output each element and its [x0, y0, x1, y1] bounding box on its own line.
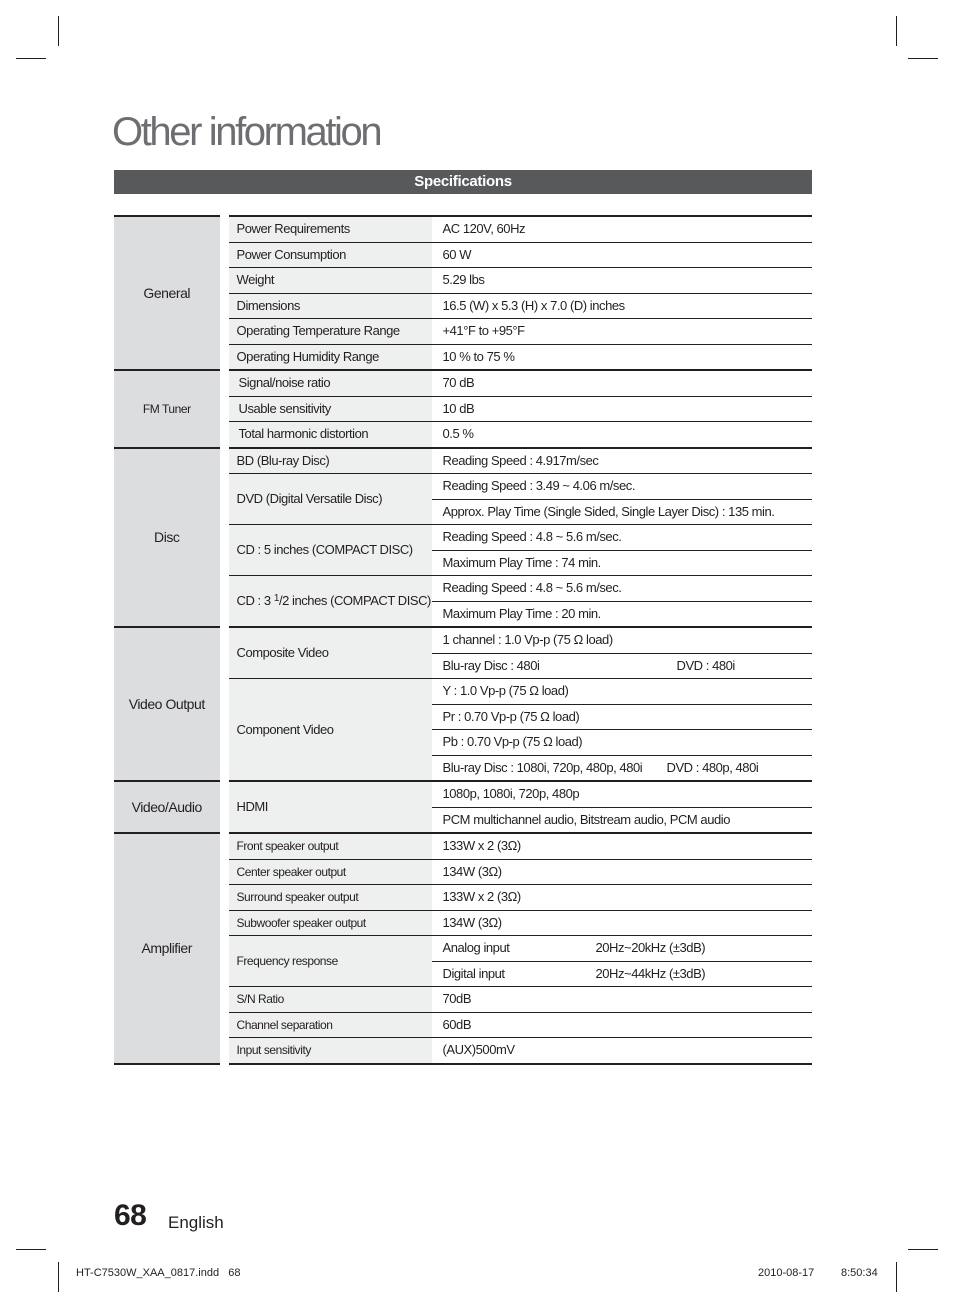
- value-cell: AC 120V, 60Hz: [432, 216, 812, 242]
- value-cell: [432, 961, 812, 987]
- parameter-cell: Input sensitivity: [224, 1038, 432, 1064]
- parameter-cell: Composite Video: [224, 627, 432, 679]
- parameter-cell: [224, 576, 432, 628]
- value-cell: Reading Speed : 4.8 ~ 5.6 m/sec.: [432, 525, 812, 551]
- parameter-cell: BD (Blu-ray Disc): [224, 448, 432, 474]
- parameter-cell: S/N Ratio: [224, 987, 432, 1013]
- crop-mark: [58, 16, 59, 46]
- parameter-cell: Component Video: [224, 679, 432, 782]
- parameter-cell: Front speaker output: [224, 833, 432, 859]
- table-row: [114, 216, 812, 242]
- parameter-cell: Signal/noise ratio: [224, 370, 432, 396]
- specifications-table-wrapper: [114, 215, 812, 1065]
- category-cell: Video/Audio: [114, 781, 224, 833]
- value-right: 20Hz~44kHz (±3dB): [595, 965, 706, 981]
- value-right: 20Hz~20kHz (±3dB): [595, 940, 706, 956]
- value-left: Analog input: [442, 940, 510, 956]
- crop-mark: [896, 1262, 897, 1292]
- value-cell: 5.29 lbs: [432, 268, 812, 294]
- value-cell: 10 dB: [432, 396, 812, 422]
- crop-mark: [908, 1249, 938, 1250]
- category-cell: Amplifier: [114, 833, 224, 1064]
- parameter-cell: Total harmonic distortion: [224, 422, 432, 448]
- parameter-cell: HDMI: [224, 781, 432, 833]
- table-row: [114, 627, 812, 653]
- page-number: 68: [114, 1199, 147, 1232]
- value-cell: 133W x 2 (3Ω): [432, 833, 812, 859]
- value-cell: (AUX)500mV: [432, 1038, 812, 1064]
- value-cell: Pr : 0.70 Vp-p (75 Ω load): [432, 704, 812, 730]
- value-right: DVD : 480i: [676, 657, 735, 673]
- value-cell: 60 W: [432, 242, 812, 268]
- crop-mark: [16, 1249, 46, 1250]
- section-header: Specifications: [114, 170, 812, 194]
- footer-time: 8:50:34: [841, 1267, 878, 1279]
- value-cell: [432, 755, 812, 781]
- parameter-cell: Frequency response: [224, 936, 432, 987]
- value-cell: Y : 1.0 Vp-p (75 Ω load): [432, 679, 812, 705]
- category-cell: Disc: [114, 448, 224, 628]
- value-cell: 70dB: [432, 987, 812, 1013]
- parameter-text: /2 inches (COMPACT DISC): [278, 593, 431, 608]
- value-cell: 60dB: [432, 1012, 812, 1038]
- value-cell: Maximum Play Time : 74 min.: [432, 550, 812, 576]
- parameter-cell: Operating Temperature Range: [224, 319, 432, 345]
- parameter-cell: Power Consumption: [224, 242, 432, 268]
- footer-date: 2010-08-17: [758, 1267, 815, 1279]
- crop-mark: [16, 58, 46, 59]
- parameter-cell: Center speaker output: [224, 859, 432, 885]
- value-cell: Reading Speed : 4.8 ~ 5.6 m/sec.: [432, 576, 812, 602]
- parameter-cell: DVD (Digital Versatile Disc): [224, 474, 432, 525]
- value-cell: PCM multichannel audio, Bitstream audio, PCM audio: [432, 807, 812, 833]
- parameter-cell: Surround speaker output: [224, 885, 432, 911]
- specifications-table: [114, 215, 812, 1065]
- table-row: [114, 448, 812, 474]
- table-row: [114, 833, 812, 859]
- value-left: Blu-ray Disc : 480i: [442, 657, 540, 673]
- parameter-cell: Operating Humidity Range: [224, 344, 432, 370]
- value-cell: 10 % to 75 %: [432, 344, 812, 370]
- value-cell: 134W (3Ω): [432, 910, 812, 936]
- value-cell: 0.5 %: [432, 422, 812, 448]
- parameter-cell: Dimensions: [224, 293, 432, 319]
- value-cell: Maximum Play Time : 20 min.: [432, 601, 812, 627]
- parameter-cell: Weight: [224, 268, 432, 294]
- value-cell: 1 channel : 1.0 Vp-p (75 Ω load): [432, 627, 812, 653]
- parameter-cell: CD : 5 inches (COMPACT DISC): [224, 525, 432, 576]
- value-left: Blu-ray Disc : 1080i, 720p, 480p, 480i: [442, 759, 643, 775]
- value-cell: Approx. Play Time (Single Sided, Single Layer Disc) : 135 min.: [432, 499, 812, 525]
- page-language: English: [168, 1213, 224, 1232]
- value-cell: 1080p, 1080i, 720p, 480p: [432, 781, 812, 807]
- value-right: DVD : 480p, 480i: [666, 759, 759, 775]
- parameter-cell: Subwoofer speaker output: [224, 910, 432, 936]
- page-title: Other information: [112, 110, 381, 154]
- value-cell: +41°F to +95°F: [432, 319, 812, 345]
- value-cell: 133W x 2 (3Ω): [432, 885, 812, 911]
- value-cell: Reading Speed : 4.917m/sec: [432, 448, 812, 474]
- value-cell: 16.5 (W) x 5.3 (H) x 7.0 (D) inches: [432, 293, 812, 319]
- category-cell: General: [114, 216, 224, 370]
- category-cell: FM Tuner: [114, 370, 224, 448]
- parameter-cell: Power Requirements: [224, 216, 432, 242]
- value-cell: Pb : 0.70 Vp-p (75 Ω load): [432, 730, 812, 756]
- parameter-cell: Channel separation: [224, 1012, 432, 1038]
- value-cell: Reading Speed : 3.49 ~ 4.06 m/sec.: [432, 474, 812, 500]
- value-cell: 134W (3Ω): [432, 859, 812, 885]
- value-cell: 70 dB: [432, 370, 812, 396]
- table-row: [114, 781, 812, 807]
- crop-mark: [58, 1262, 59, 1292]
- parameter-cell: Usable sensitivity: [224, 396, 432, 422]
- parameter-text: CD : 3: [236, 593, 274, 608]
- category-cell: Video Output: [114, 627, 224, 781]
- crop-mark: [896, 16, 897, 46]
- crop-mark: [908, 58, 938, 59]
- value-cell: [432, 936, 812, 962]
- footer-file-name: HT-C7530W_XAA_0817.indd 68: [76, 1267, 241, 1279]
- value-cell: [432, 653, 812, 679]
- value-left: Digital input: [442, 965, 505, 981]
- table-row: [114, 370, 812, 396]
- fraction-numerator: 1: [273, 593, 279, 604]
